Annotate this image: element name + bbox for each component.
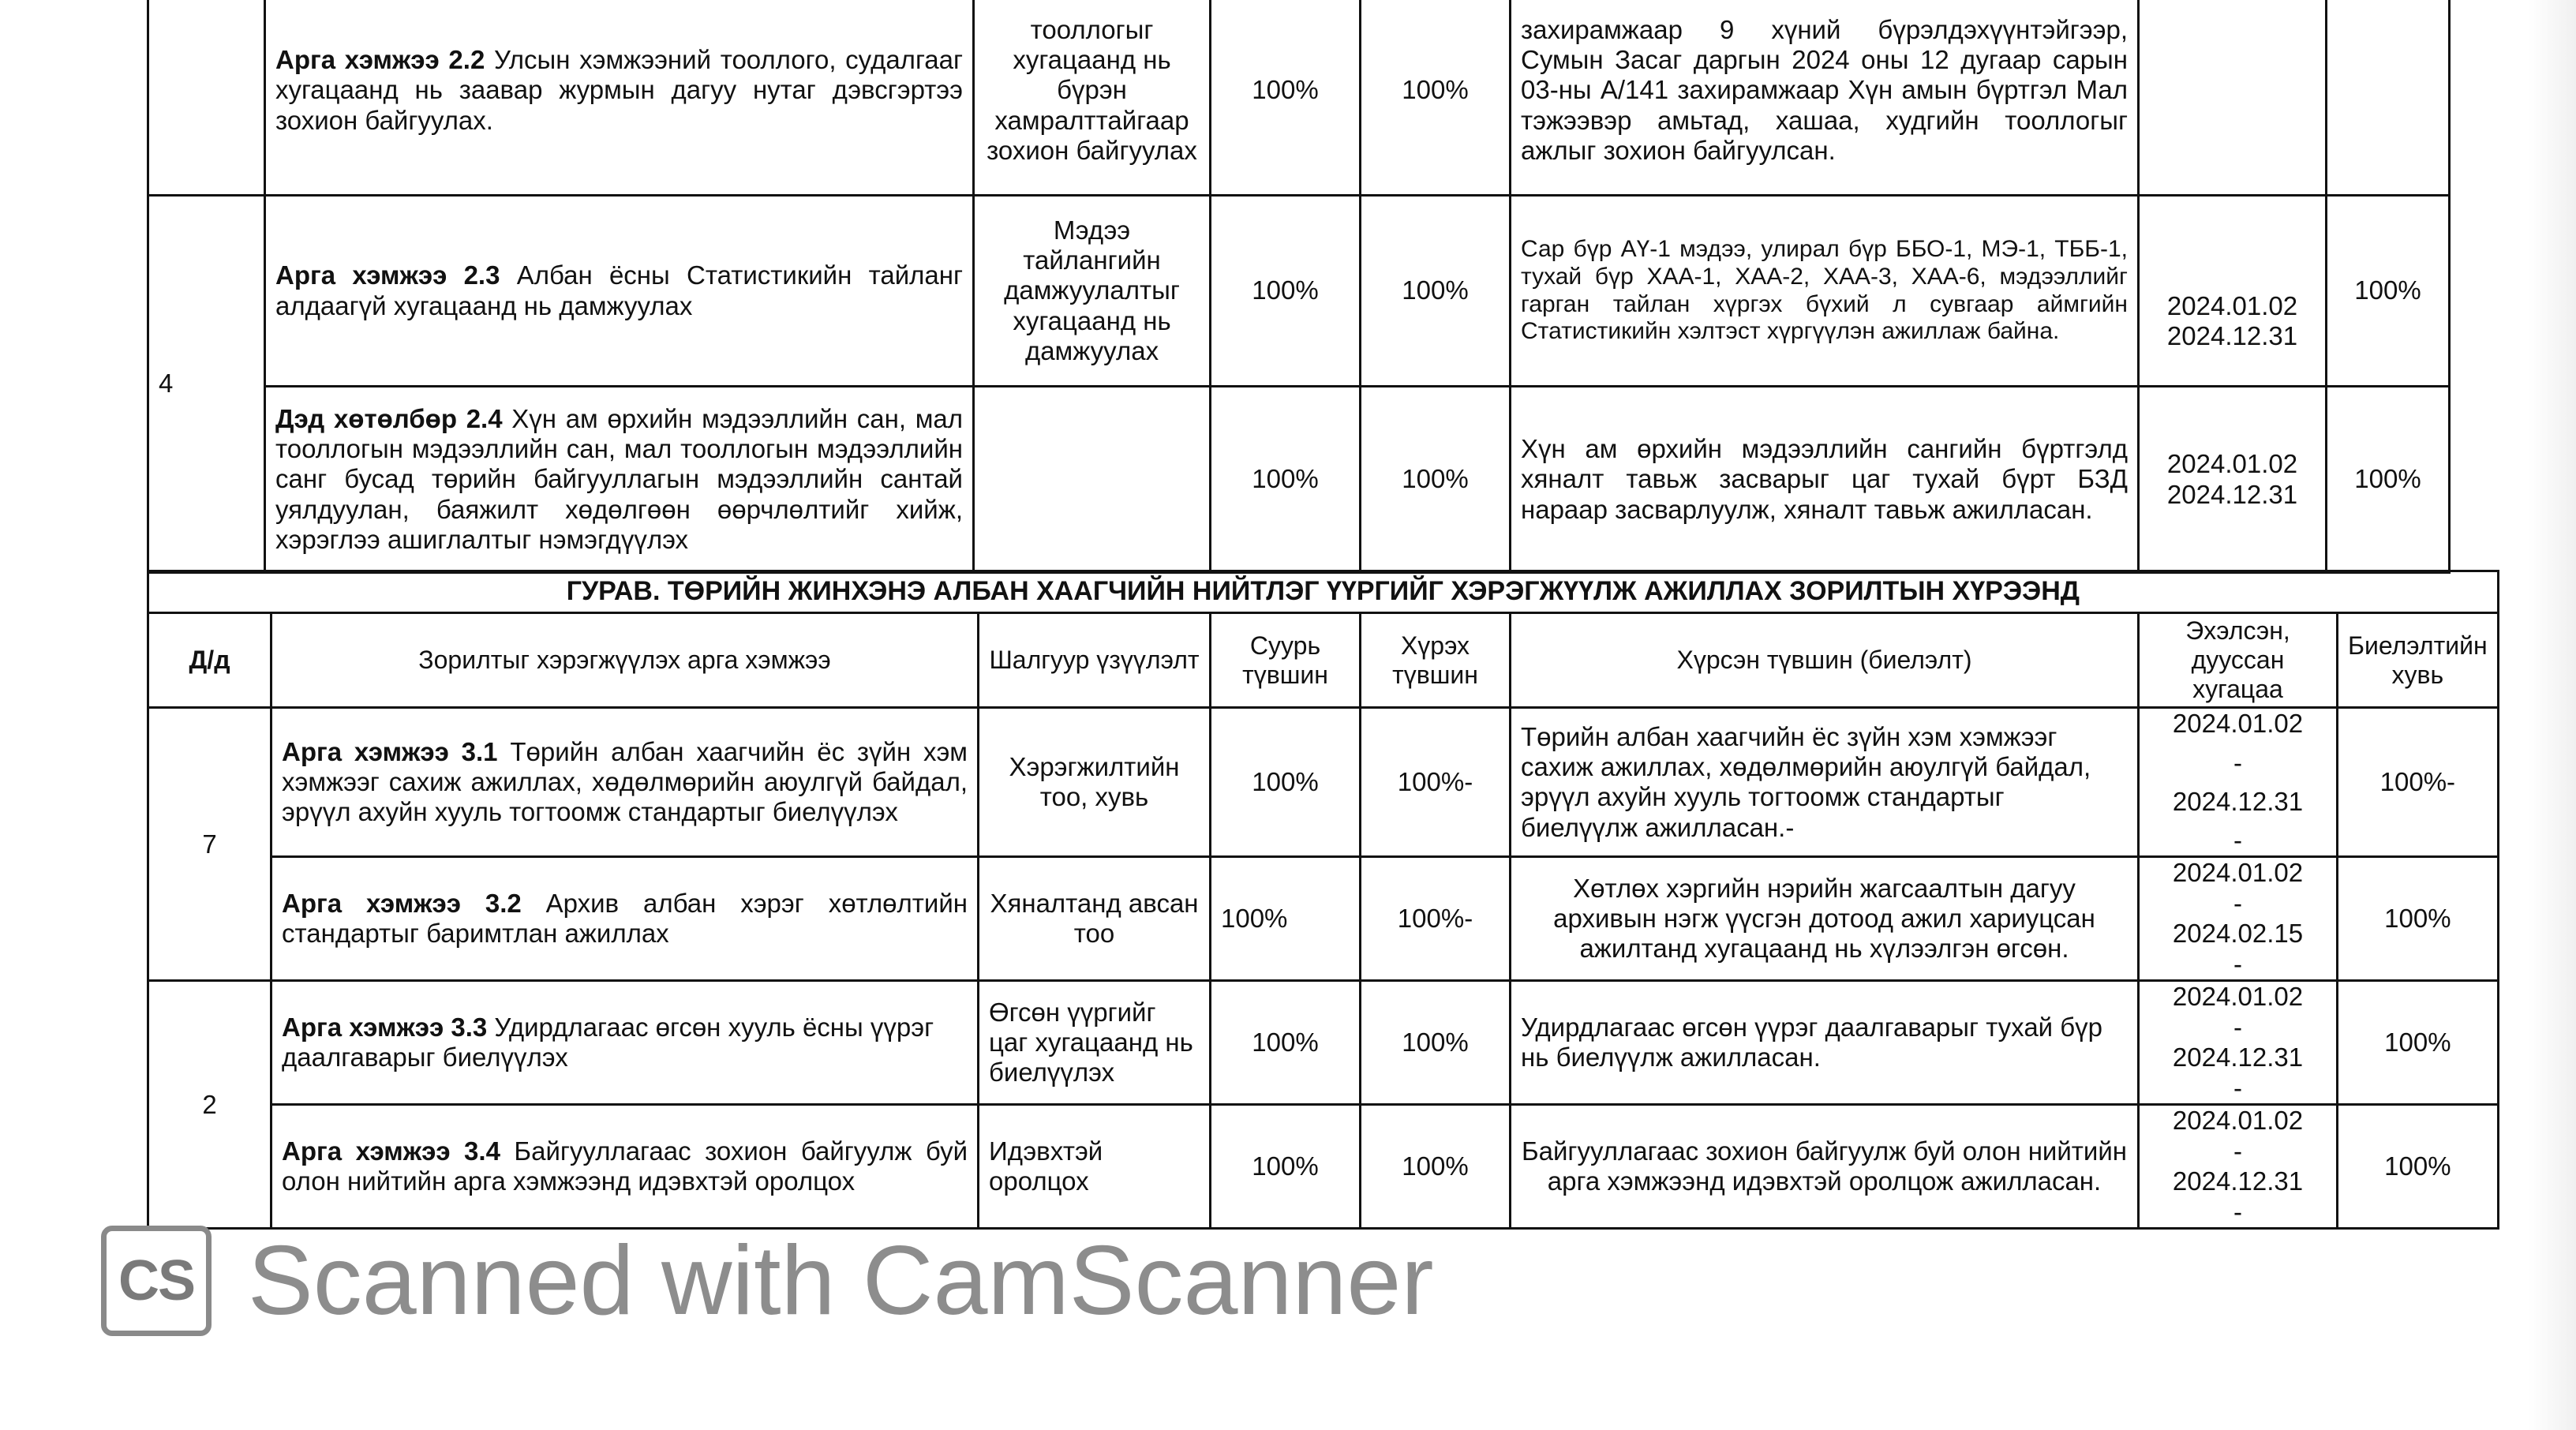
target-level-cell: 100%- (1361, 708, 1511, 857)
measure-cell (265, 387, 974, 573)
target-level-cell: 100%- (1361, 857, 1511, 981)
measure-text: Хүн ам өрхийн мэдээллийн сан, мал тооллогын мэдээллийн сан, мал тооллогын мэдээллийн санг бусад төрийн байгууллагын мэдээллийн сантай уялдуулан, баяжилт хөдөлгөөн өөрчлөлтийг хийж, хэрэглээ ашиглалтыг нэмэгдүүлэх (275, 403, 963, 554)
base-level-cell: 100% (1211, 708, 1361, 857)
measure-cell (271, 981, 979, 1105)
target-level-cell: 100% (1361, 1105, 1511, 1229)
table-row (148, 1105, 2499, 1229)
end-date: 2024.12.31 (2172, 1043, 2304, 1072)
base-level-cell: 100% (1211, 857, 1361, 981)
base-level-cell: 100% (1211, 1105, 1361, 1229)
measure-text: Албан ёсны Статистикийн тайланг алдаагүй хугацаанд нь дамжуулах (275, 260, 964, 320)
measure-cell (265, 196, 974, 387)
criterion-cell: Хэрэгжилтийн тоо, хувь (979, 708, 1211, 857)
header-row (148, 613, 2499, 708)
dash: - (2233, 1073, 2242, 1103)
criterion-cell: Мэдээ тайлангийн дамжуулалтыг хугацаанд нь дамжуулах (974, 196, 1211, 387)
start-date: 2024.01.02 (2172, 982, 2304, 1012)
dash: - (2233, 888, 2242, 918)
deadline-cell: 2024.01.02 2024.12.31 (2139, 196, 2327, 387)
measure-text: Төрийн албан хаагчийн ёс зүйн хэм хэмжээг сахиж ажиллах, хөдөлмөрийн аюулгүй байдал, эрүүл ахуйн хууль тогтоомж стандартыг биелүүлэх (282, 736, 968, 827)
base-level-cell: 100% (1211, 0, 1361, 196)
header-result: Хүрсэн түвшин (биелэлт) (1511, 613, 2139, 708)
measure-title: Арга хэмжээ 2.2 (275, 45, 485, 75)
deadline-cell (2139, 857, 2338, 981)
measure-title: Арга хэмжээ 3.2 (282, 889, 522, 919)
header-deadline: Эхэлсэн, дууссан хугацаа (2139, 613, 2338, 708)
start-date: 2024.01.02 (2172, 709, 2304, 739)
deadline-cell (2139, 981, 2338, 1105)
percent-cell: 100%- (2338, 708, 2499, 857)
target-level-cell: 100% (1361, 0, 1511, 196)
target-level-cell: 100% (1361, 981, 1511, 1105)
criterion-cell (974, 387, 1211, 573)
deadline-cell: 2024.01.02 2024.12.31 (2139, 387, 2327, 573)
measure-cell (265, 0, 974, 196)
base-level-cell: 100% (1211, 196, 1361, 387)
percent-cell: 100% (2327, 387, 2450, 573)
dash: - (2233, 747, 2242, 777)
measure-title: Арга хэмжээ 2.3 (275, 260, 500, 290)
row-number-cell (148, 0, 265, 196)
section-title: ГУРАВ. ТӨРИЙН ЖИНХЭНЭ АЛБАН ХААГЧИЙН НИЙТЛЭГ ҮҮРГИЙГ ХЭРЭГЖҮҮЛЖ АЖИЛЛАХ ЗОРИЛТЫН ХҮРЭЭНД (148, 571, 2499, 613)
watermark-text: Scanned with CamScanner (248, 1226, 1434, 1335)
table-row (148, 857, 2499, 981)
end-date: 2024.12.31 (2172, 786, 2304, 816)
target-level-cell: 100% (1361, 387, 1511, 573)
section-title-row (148, 571, 2499, 613)
camscanner-logo-icon (101, 1226, 212, 1336)
result-cell: Хөтлөх хэргийн нэрийн жагсаалтын дагуу архивын нэгж үүсгэн дотоод ажил хариуцсан ажилтанд хугацаанд нь хүлээлгэн өгсөн. (1511, 857, 2139, 981)
percent-cell: 100% (2338, 857, 2499, 981)
table-row (148, 196, 2450, 387)
result-cell: Сар бүр АҮ-1 мэдээ, улирал бүр ББО-1, МЭ-1, ТББ-1, тухай бүр ХАА-1, ХАА-2, ХАА-3, ХАА-6, мэдээллийг гарган тайлан хүргэх бүхий л сувгаар аймгийн Статистикийн хэлтэст хүргүүлэн ажиллаж байна. (1511, 196, 2139, 387)
header-base: Суурь түвшин (1211, 613, 1361, 708)
result-cell: захирамжаар 9 хүний бүрэлдэхүүнтэйгээр, Сумын Засаг даргын 2024 оны 12 дугаар сарын 03-ны А/141 захирамжаар Хүн амын бүртгэл Мал тэжээвэр амьтад, хашаа, худгийн тооллогыг ажлыг зохион байгуулсан. (1511, 0, 2139, 196)
measure-cell (271, 1105, 979, 1229)
dash: - (2233, 1136, 2242, 1166)
row-number-cell: 7 (148, 708, 271, 981)
table-row (148, 0, 2450, 196)
row-number-cell: 2 (148, 981, 271, 1229)
camscanner-watermark (101, 1222, 1434, 1340)
header-criterion: Шалгуур үзүүлэлт (979, 613, 1211, 708)
base-level-cell: 100% (1211, 981, 1361, 1105)
base-level-cell: 100% (1211, 387, 1361, 573)
result-cell: Хүн ам өрхийн мэдээллийн сангийн бүртгэлд хяналт тавьж засварыг цаг тухай бүрт БЗД нараар засварлуулж, хяналт тавьж ажилласан. (1511, 387, 2139, 573)
measure-cell (271, 857, 979, 981)
result-cell: Төрийн албан хаагчийн ёс зүйн хэм хэмжээг сахиж ажиллах, хөдөлмөрийн аюулгүй байдал, эрүүл ахуйн хууль тогтоомж стандартыг биелүүлж ажилласан.- (1511, 708, 2139, 857)
dash: - (2233, 1197, 2242, 1227)
measure-text: Улсын хэмжээний тооллого, судалгааг хугацаанд нь заавар журмын дагуу нутаг дэвсгэртээ зохион байгуулах. (275, 45, 963, 135)
table-row (148, 981, 2499, 1105)
criterion-cell: тооллогыг хугацаанд нь бүрэн хамралттайгаар зохион байгуулах (974, 0, 1211, 196)
header-target: Хүрэх түвшин (1361, 613, 1511, 708)
camscanner-logo-text: CS (118, 1249, 195, 1312)
table-row (148, 387, 2450, 573)
measure-text: Архив албан хэрэг хөтлөлтийн стандартыг баримтлан ажиллах (282, 889, 968, 949)
header-measure: Зорилтыг хэрэгжүүлэх арга хэмжээ (271, 613, 979, 708)
start-date: 2024.01.02 (2172, 858, 2304, 888)
header-number: Д/д (148, 613, 271, 708)
row-number-cell: 4 (148, 196, 265, 573)
dash: - (2233, 825, 2242, 855)
upper-table (147, 0, 2451, 574)
end-date: 2024.02.15 (2172, 919, 2304, 949)
percent-cell (2327, 0, 2450, 196)
deadline-cell (2139, 1105, 2338, 1229)
measure-text: Байгууллагаас зохион байгуулж буй олон нийтийн арга хэмжээнд идэвхтэй оролцох (282, 1136, 968, 1196)
table-row (148, 708, 2499, 857)
target-level-cell: 100% (1361, 196, 1511, 387)
measure-title: Арга хэмжээ 3.1 (282, 736, 498, 766)
measure-text: Удирдлагаас өгсөн хууль ёсны үүрэг даалгаварыг биелүүлэх (282, 1013, 934, 1072)
result-cell: Удирдлагаас өгсөн үүрэг даалгаварыг тухай бүр нь биелүүлж ажилласан. (1511, 981, 2139, 1105)
lower-table (147, 570, 2499, 1230)
percent-cell: 100% (2338, 981, 2499, 1105)
percent-cell: 100% (2327, 196, 2450, 387)
percent-cell: 100% (2338, 1105, 2499, 1229)
result-cell: Байгууллагаас зохион байгуулж буй олон нийтийн арга хэмжээнд идэвхтэй оролцож ажилласан. (1511, 1105, 2139, 1229)
page-edge-shadow (2529, 0, 2576, 1430)
criterion-cell: Өгсөн үүргийг цаг хугацаанд нь биелүүлэх (979, 981, 1211, 1105)
measure-title: Арга хэмжээ 3.3 (282, 1013, 488, 1043)
deadline-cell (2139, 0, 2327, 196)
end-date: 2024.12.31 (2172, 1166, 2304, 1196)
criterion-cell: Хяналтанд авсан тоо (979, 857, 1211, 981)
measure-title: Дэд хөтөлбөр 2.4 (275, 403, 503, 433)
measure-title: Арга хэмжээ 3.4 (282, 1136, 500, 1166)
measure-cell (271, 708, 979, 857)
dash: - (2233, 1012, 2242, 1042)
dash: - (2233, 949, 2242, 979)
start-date: 2024.01.02 (2172, 1106, 2304, 1136)
criterion-cell: Идэвхтэй оролцох (979, 1105, 1211, 1229)
deadline-cell (2139, 708, 2338, 857)
header-percent: Биелэлтийн хувь (2338, 613, 2499, 708)
